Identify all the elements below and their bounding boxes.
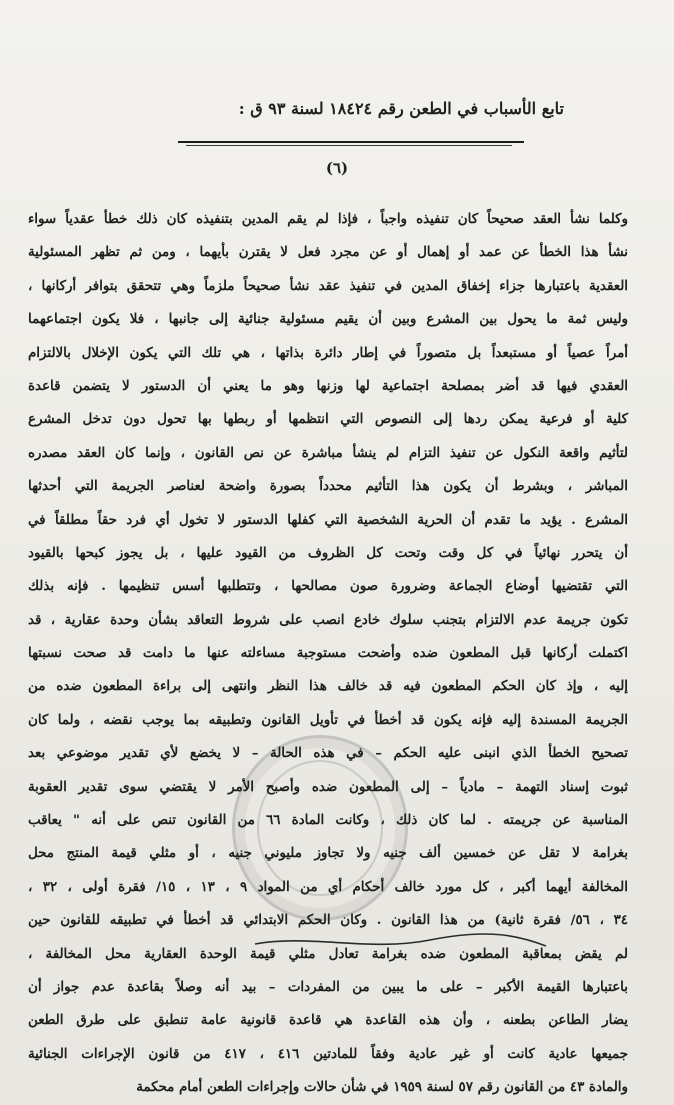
- text-line: المباشر ، وبشرط أن يكون هذا التأثيم محدداً بصورة واضحة لعناصر الجريمة التي أحدثها: [28, 478, 628, 495]
- text-line: ثبوت إسناد التهمة – مادياً – إلى المطعون ضده وأصبح الأمر لا يقتضي سوى تقدير العقوبة: [28, 778, 628, 795]
- text-line: الجريمة المسندة إليه فإنه يكون قد أخطأ في تأويل القانون وتطبيقه بما يوجب نقضه ، ولما كان: [28, 711, 628, 728]
- text-line: وكلما نشأ العقد صحيحاً كان تنفيذه واجباً ، فإذا لم يقم المدين بتنفيذه كان ذلك خطأ عقدياً سواء: [28, 211, 629, 227]
- text-line: لم يقض بمعاقبة المطعون ضده بغرامة تعادل مثلي قيمة الوحدة العقارية محل المخالفة ،: [28, 945, 628, 962]
- text-line: العقدية باعتبارها جزاء إخفاق المدين في تنفيذ عقد نشأ صحيحاً ملزماً وهي تتحقق بتوافر أركانها ،: [28, 277, 628, 294]
- text-line: المخالفة أيهما أكبر ، كل مورد خالف أحكام أي من المواد ٩ ، ١٣ ، ١٥/ فقرة أولى ، ٣٢ ،: [28, 878, 628, 895]
- text-line: كلية أو فرعية يمكن ردها إلى النصوص التي انتظمها أو ربطها بها تحول دون تدخل المشرع: [28, 411, 628, 428]
- text-line: العقدي فيها قد أضر بمصلحة اجتماعية لها وزنها وهو ما يعني أن الدستور لا يتضمن قاعدة: [28, 377, 628, 394]
- text-line: جميعها عادية كانت أو غير عادية وفقاً للمادتين ٤١٦ ، ٤١٧ من قانون الإجراءات الجنائية: [28, 1045, 629, 1062]
- text-line: باعتبارها القيمة الأكبر – على ما يبين من المفردات – بيد أنه وصلاً بقاعدة عدم جواز أن: [28, 978, 628, 995]
- text-line: تكون جريمة عدم الالتزام بتجنب سلوك خادع انصب على شروط التعاقد بشأن وحدة عقارية ، قد: [28, 611, 628, 628]
- body-text: [28, 203, 628, 1105]
- text-line: أمراً عصياً أو مستبعداً بل متصوراً في إطار دائرة بذاتها ، هي تلك التي يكون الإخلال بالالتزام: [28, 344, 628, 361]
- text-line: نشأ هذا الخطأ عن عمد أو إهمال أو عن مجرد فعل لا يقترن بأيهما ، ومن ثم تظهر المسئولية: [28, 244, 628, 261]
- text-line: المناسبة عن جريمته . لما كان ذلك ، وكانت المادة ٦٦ من القانون تنص على أنه " يعاقب: [28, 812, 628, 829]
- text-line: لتأثيم واقعة النكول عن تنفيذ التزام لم ينشأ مباشرة عن نص القانون ، وإنما كان العقد مصدره: [28, 444, 628, 461]
- text-line: والمادة ٤٣ من القانون رقم ٥٧ لسنة ١٩٥٩ في شأن حالات وإجراءات الطعن أمام محكمة: [136, 1079, 628, 1096]
- text-line: إليه ، وإذ كان الحكم المطعون فيه قد خالف هذا النظر وانتهى إلى براءة المطعون ضده من: [28, 678, 628, 695]
- document-header: تابع الأسباب في الطعن رقم ١٨٤٢٤ لسنة ٩٣ ق :: [238, 99, 564, 118]
- text-line: اكتملت أركانها قبل المطعون ضده وأضحت مستوجبة مساءلته عنها ما دامت قد صحت نسبتها: [28, 645, 628, 662]
- text-line: ٣٤ ، ٥٦/ فقرة ثانية) من هذا القانون . وكان الحكم الابتدائي قد أخطأ في تطبيقه للقانون حين: [28, 912, 628, 929]
- text-line: يضار الطاعن بطعنه ، وأن هذه القاعدة هي قاعدة قانونية عامة تنطبق على طرق الطعن: [28, 1012, 628, 1029]
- header-divider-inner: [186, 145, 512, 146]
- text-line: أن يتحرر نهائياً في كل وقت وتحت كل الظروف من القيود عليها ، بل يجوز كبحها بالقيود: [28, 544, 628, 561]
- text-line: وليس ثمة ما يحول بين المشرع وبين أن يقيم مسئولية جنائية إلى جانبها ، فلا يكون اجتماعهما: [28, 311, 628, 328]
- text-line: التي تقتضيها أوضاع الجماعة وضرورة صون مصالحها ، وتتطلبها أسس تنظيمها . فإنه بذلك: [28, 578, 628, 595]
- text-line: المشرع . يؤيد ما تقدم أن الحرية الشخصية التي كفلها الدستور لا تخول أي فرد حقاً مطلقاً في: [28, 511, 628, 528]
- text-line: بغرامة لا تقل عن خمسين ألف جنيه ولا تجاوز مليوني جنيه ، أو مثلي قيمة المنتج محل: [28, 845, 628, 862]
- page-number: (٦): [325, 159, 349, 177]
- text-line: تصحيح الخطأ الذي انبنى عليه الحكم – في هذه الحالة – لا يخضع لأي تقدير موضوعي بعد: [28, 745, 628, 762]
- header-divider: [178, 141, 524, 143]
